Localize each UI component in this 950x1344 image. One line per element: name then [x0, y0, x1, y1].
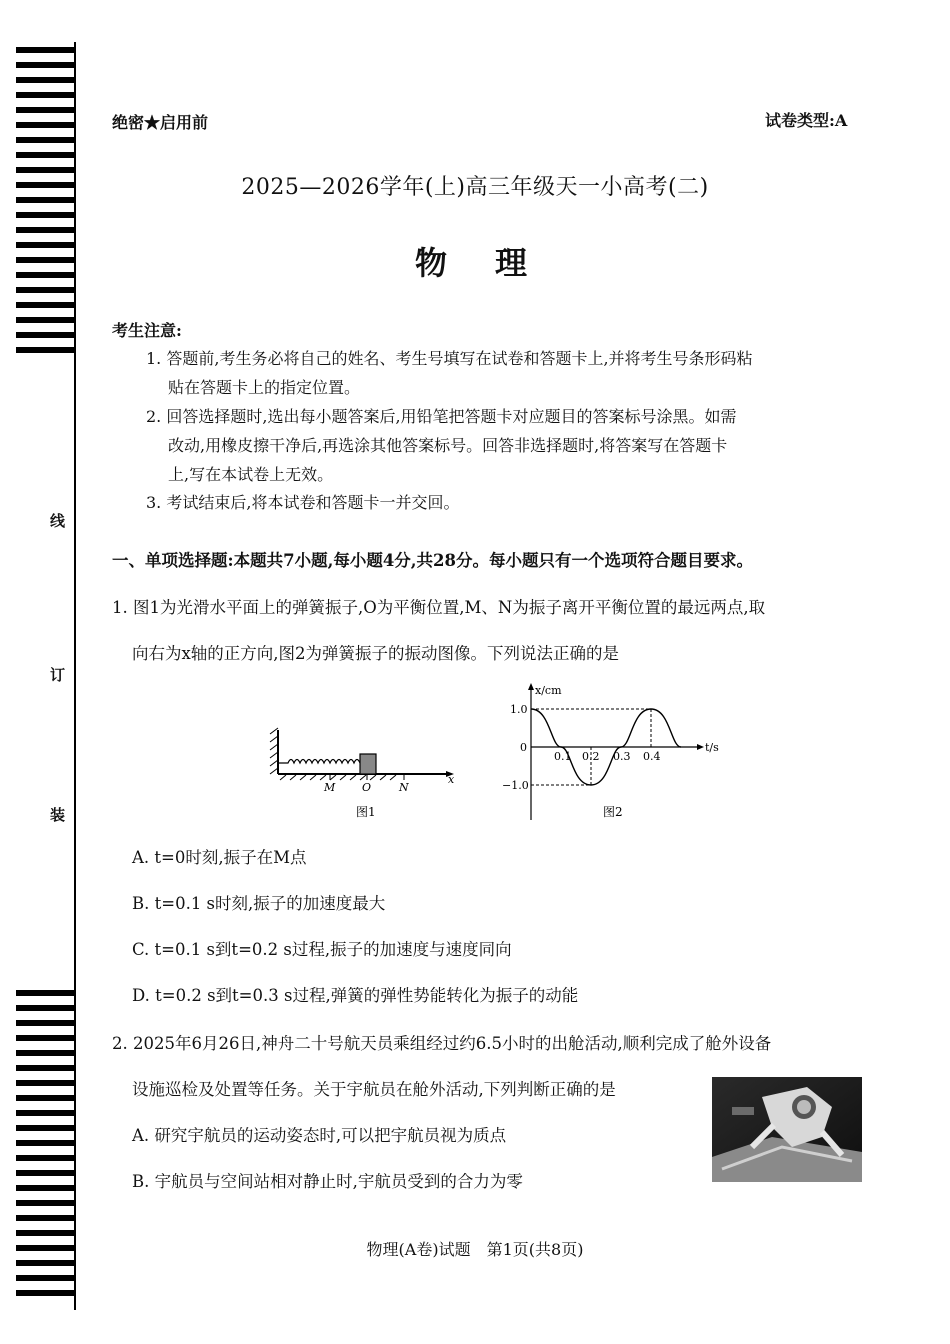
q1-stem-line1: 1. 图1为光滑水平面上的弹簧振子,O为平衡位置,M、N为振子离开平衡位置的最远两点,取	[112, 598, 766, 617]
page-footer: 物理(A卷)试题 第1页(共8页)	[366, 1240, 584, 1259]
fig1-label-m: M	[324, 781, 336, 794]
binding-label-bind: 装	[50, 806, 66, 824]
section-heading: 一、单项选择题:本题共7小题,每小题4分,共28分。每小题只有一个选项符合题目要求。	[112, 551, 754, 570]
binding-strip	[0, 0, 80, 1344]
fig2-xtick-0.2: 0.2	[582, 750, 600, 763]
fig2-ytick-max: 1.0	[510, 703, 528, 716]
fig1-axis-label: x	[448, 773, 455, 786]
binding-label-order: 订	[50, 666, 66, 684]
fig2-ytick-min: −1.0	[502, 779, 529, 792]
notice-item-1: 1. 答题前,考生务必将自己的姓名、考生号填写在试卷和答题卡上,并将考生号条形码粘 贴在答题卡上的指定位置。	[146, 349, 753, 397]
notice-item-2: 2. 回答选择题时,选出每小题答案后,用铅笔把答题卡对应题目的答案标号涂黑。如需 改动,用橡皮擦干净后,再选涂其他答案标号。回答非选择题时,将答案写在答题卡 上,写在本试卷上无效。	[146, 407, 737, 484]
fig2-xtick-0.4: 0.4	[643, 750, 661, 763]
fig2-xtick-0.1: 0.1	[554, 750, 572, 763]
figure-1-spring-oscillator	[266, 720, 466, 830]
q1-stem-line2: 向右为x轴的正方向,图2为弹簧振子的振动图像。下列说法正确的是	[132, 644, 620, 663]
fig1-label-n: N	[399, 781, 409, 794]
fig2-caption: 图2	[603, 805, 623, 819]
subject-title: 物 理	[414, 244, 535, 282]
fig2-y-label: x/cm	[535, 684, 562, 697]
astronaut-photo	[712, 1077, 862, 1182]
paper-type: 试卷类型:A	[765, 111, 848, 130]
q2-stem-line2: 设施巡检及处置等任务。关于宇航员在舱外活动,下列判断正确的是	[132, 1080, 616, 1099]
q2-stem-line1: 2. 2025年6月26日,神舟二十号航天员乘组经过约6.5小时的出舱活动,顺利完成了舱外设备	[112, 1034, 772, 1053]
fig2-x-label: t/s	[705, 741, 719, 754]
fig2-xtick-0.3: 0.3	[613, 750, 631, 763]
exam-title: 2025—2026学年(上)高三年级天一小高考(二)	[241, 175, 709, 200]
fig1-caption: 图1	[356, 805, 376, 819]
binding-label-line: 线	[50, 512, 66, 530]
figure-2-vibration-graph	[495, 680, 735, 830]
fig2-ytick-zero: 0	[520, 741, 527, 754]
notice-heading: 考生注意:	[112, 321, 182, 340]
q1-option-b: B. t=0.1 s时刻,振子的加速度最大	[132, 894, 386, 913]
q1-option-a: A. t=0时刻,振子在M点	[132, 848, 307, 867]
fig1-label-o: O	[362, 781, 372, 794]
secret-label: 绝密★启用前	[112, 113, 209, 132]
q2-option-b: B. 宇航员与空间站相对静止时,宇航员受到的合力为零	[132, 1172, 523, 1191]
q1-option-c: C. t=0.1 s到t=0.2 s过程,振子的加速度与速度同向	[132, 940, 512, 959]
notice-item-3: 3. 考试结束后,将本试卷和答题卡一并交回。	[146, 493, 460, 512]
q2-option-a: A. 研究宇航员的运动姿态时,可以把宇航员视为质点	[132, 1126, 507, 1145]
q1-option-d: D. t=0.2 s到t=0.3 s过程,弹簧的弹性势能转化为振子的动能	[132, 986, 579, 1005]
